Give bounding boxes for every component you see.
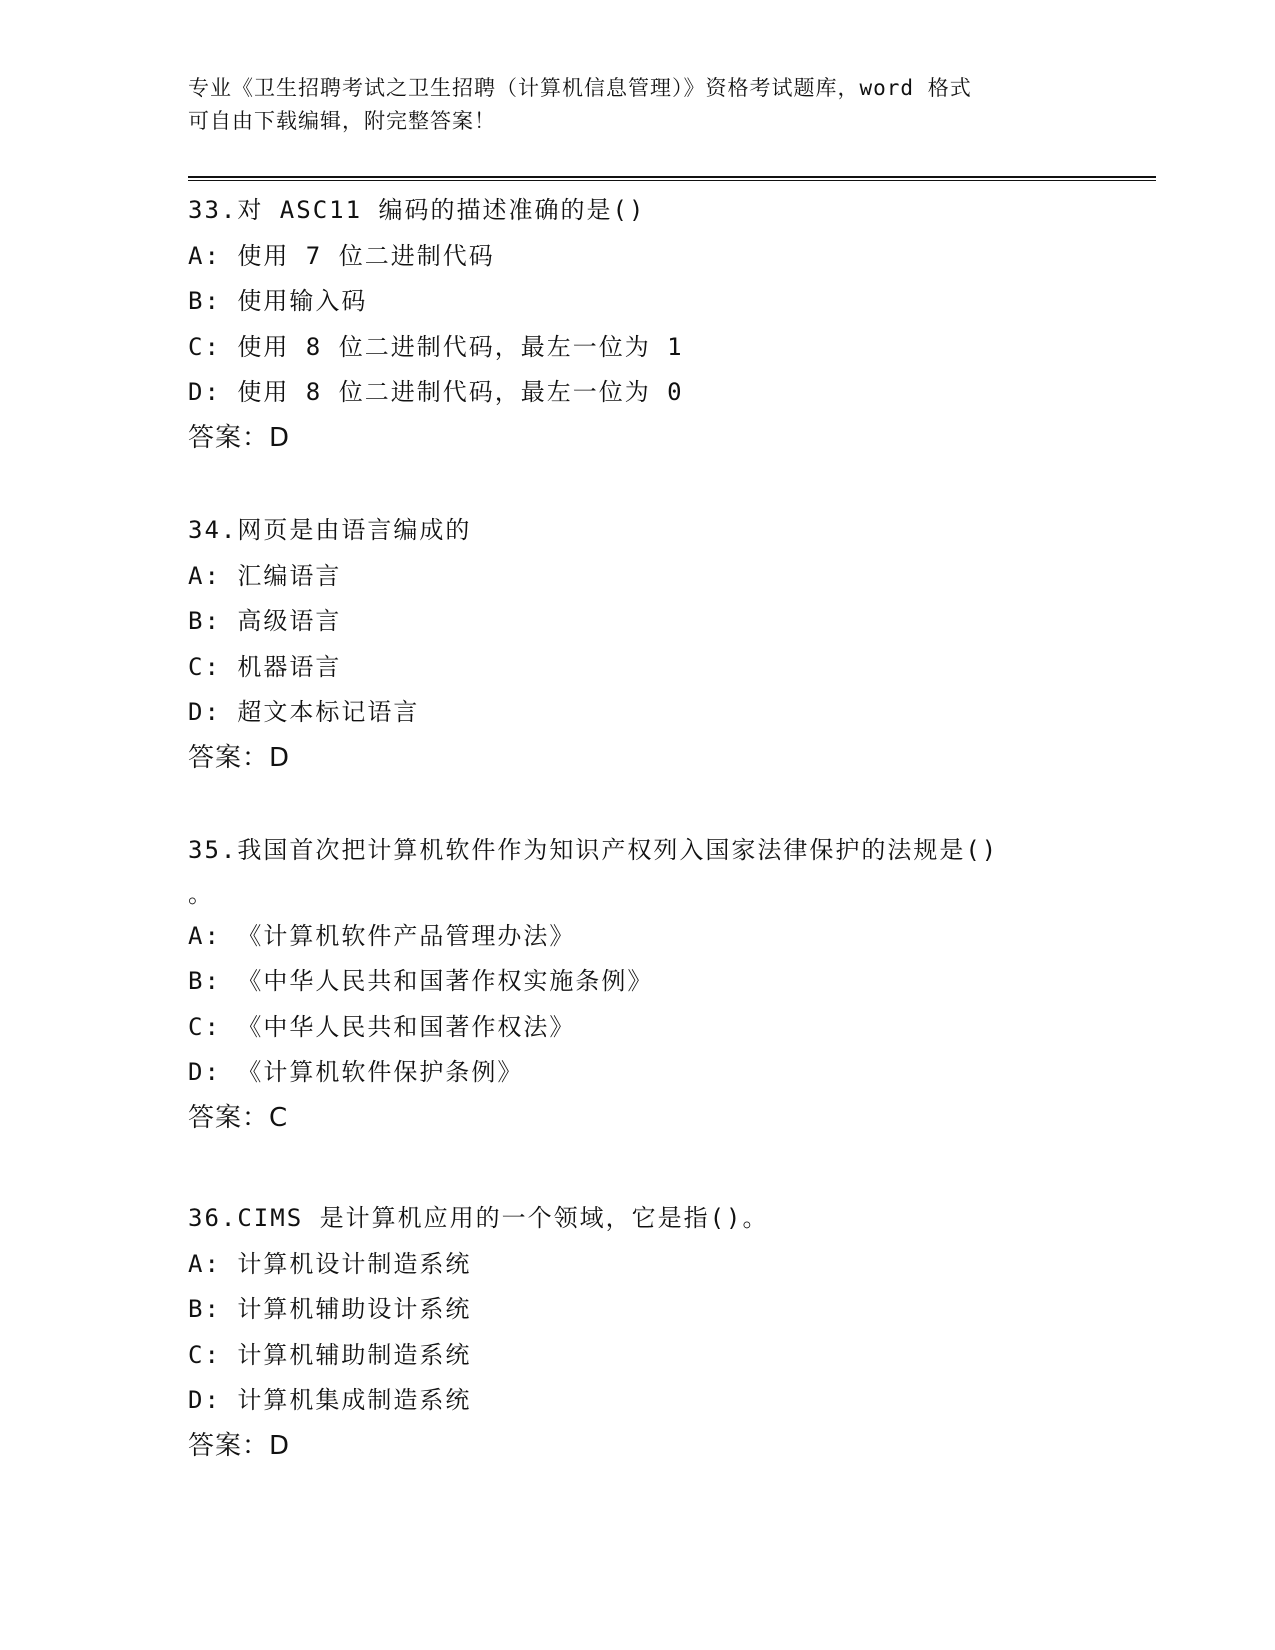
- option-c: C: 机器语言: [188, 652, 342, 681]
- question-36: [188, 1196, 1148, 1469]
- document-header: [188, 72, 1088, 138]
- option-b: B: 《中华人民共和国著作权实施条例》: [188, 967, 654, 995]
- option-c: C: 使用 8 位二进制代码，最左一位为 1: [188, 332, 684, 361]
- option-a: A: 汇编语言: [188, 561, 342, 590]
- question-stem: 35.我国首次把计算机软件作为知识产权列入国家法律保护的法规是(): [188, 836, 999, 864]
- option-a: A: 《计算机软件产品管理办法》: [188, 921, 576, 950]
- answer: 答案：D: [188, 742, 291, 773]
- question-stem: 34.网页是由语言编成的: [188, 516, 472, 544]
- header-divider: [188, 176, 1156, 181]
- option-b: B: 高级语言: [188, 607, 342, 635]
- answer: 答案：D: [188, 1430, 291, 1461]
- option-c: C: 计算机辅助制造系统: [188, 1340, 472, 1369]
- option-a: A: 计算机设计制造系统: [188, 1249, 472, 1278]
- header-line-2: 可自由下载编辑，附完整答案！: [188, 109, 496, 133]
- option-a: A: 使用 7 位二进制代码: [188, 241, 495, 270]
- question-stem: 36.CIMS 是计算机应用的一个领域，它是指()。: [188, 1204, 769, 1232]
- header-line-1: 专业《卫生招聘考试之卫生招聘（计算机信息管理）》资格考试题库，word 格式: [188, 76, 972, 100]
- question-35: [188, 828, 1148, 1141]
- option-c: C: 《中华人民共和国著作权法》: [188, 1012, 576, 1041]
- question-33: [188, 188, 1148, 461]
- question-34: [188, 508, 1148, 781]
- option-d: D: 计算机集成制造系统: [188, 1386, 472, 1414]
- option-b: B: 计算机辅助设计系统: [188, 1295, 472, 1323]
- option-d: D: 超文本标记语言: [188, 698, 420, 726]
- option-d: D: 使用 8 位二进制代码，最左一位为 0: [188, 378, 684, 406]
- answer: 答案：C: [188, 1102, 289, 1133]
- option-d: D: 《计算机软件保护条例》: [188, 1058, 524, 1086]
- answer: 答案：D: [188, 422, 291, 453]
- option-b: B: 使用输入码: [188, 287, 368, 315]
- question-stem: 33.对 ASC11 编码的描述准确的是(): [188, 196, 646, 224]
- question-stem-continuation: 。: [188, 879, 214, 908]
